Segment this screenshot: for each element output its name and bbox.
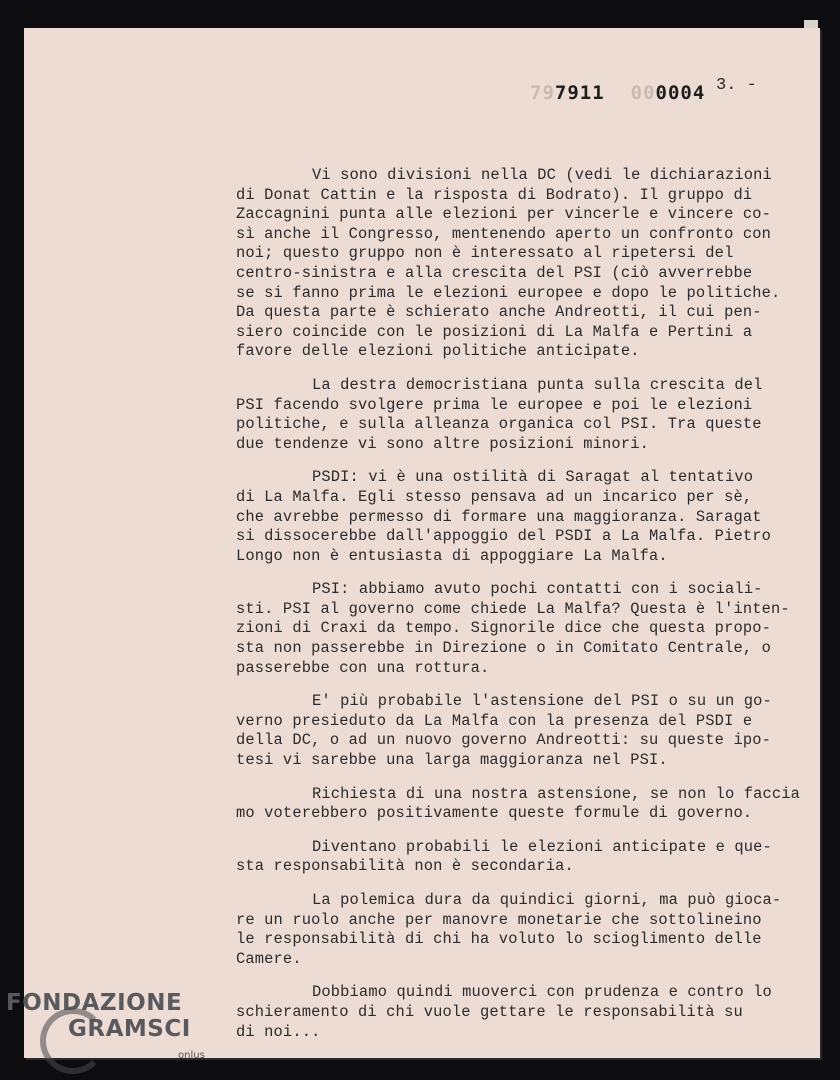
text-line: le responsabilità di chi ha voluto lo scioglimento delle — [236, 930, 762, 949]
text-line: Da questa parte è schierato anche Andreotti, il cui pen- — [236, 303, 762, 322]
text-line: E' più probabile l'astensione del PSI o su un go- — [312, 692, 772, 711]
text-line: sti. PSI al governo come chiede La Malfa? Questa è l'inten- — [236, 599, 790, 618]
archive-number — [530, 82, 705, 104]
text-line: Diventano probabili le elezioni anticipate e que- — [312, 837, 772, 856]
text-line: PSDI: vi è una ostilità di Saragat al tentativo — [312, 468, 754, 487]
paragraph — [236, 692, 796, 770]
text-line: centro-sinistra e alla crescita del PSI (ciò avverrebbe — [236, 263, 753, 282]
document-body — [236, 166, 801, 1056]
text-line: PSI: abbiamo avuto pochi contatti con i sociali- — [312, 580, 763, 599]
text-line: politiche, e sulla alleanza organica col PSI. Tra queste — [236, 415, 762, 434]
text-line: PSI facendo svolgere prima le europee e poi le elezioni — [236, 395, 753, 414]
logo-circle-icon — [40, 1008, 106, 1074]
text-line: zioni di Craxi da tempo. Signorile dice che questa propo- — [236, 619, 771, 638]
text-line: di La Malfa. Egli stesso pensava ad un incarico per sè, — [236, 487, 753, 506]
text-line: della DC, o ad un nuovo governo Andreotti: su queste ipo- — [236, 731, 771, 750]
paragraph — [236, 838, 796, 877]
text-line: Dobbiamo quindi muoverci con prudenza e contro lo — [312, 983, 772, 1002]
text-line: siero coincide con le posizioni di La Malfa e Pertini a — [236, 322, 753, 341]
text-line: Zaccagnini punta alle elezioni per vincerle e vincere co- — [236, 205, 771, 224]
logo-line2: GRAMSCI — [68, 1016, 191, 1042]
text-line: che avrebbe permesso di formare una maggioranza. Saragat — [236, 507, 762, 526]
text-line: si dissocerebbe dall'appoggio del PSDI a La Malfa. Pietro — [236, 527, 771, 546]
text-line: mo voterebbero positivamente queste formule di governo. — [236, 804, 753, 823]
text-line: tesi vi sarebbe una larga maggioranza nel PSI. — [236, 751, 668, 770]
paragraph — [236, 468, 796, 566]
fondazione-gramsci-logo — [6, 990, 205, 1061]
paragraph — [236, 166, 796, 362]
text-line: Camere. — [236, 949, 302, 968]
text-line: re un ruolo anche per manovre monetarie che sottolineino — [236, 910, 762, 929]
archive-number-main: 7911 — [554, 82, 605, 104]
text-line: sì anche il Congresso, mentenendo aperto un confronto con — [236, 224, 771, 243]
archive-number-ghost: 79 — [530, 82, 555, 104]
text-line: schieramento di chi vuole gettare le responsabilità su — [236, 1002, 743, 1021]
text-line: di Donat Cattin e la risposta di Bodrato). Il gruppo di — [236, 185, 753, 204]
archive-number-ghost2: 00 — [630, 82, 656, 104]
paragraph — [236, 784, 801, 824]
text-line: sta non passerebbe in Direzione o in Comitato Centrale, o — [236, 639, 771, 658]
text-line: La destra democristiana punta sulla crescita del — [312, 375, 763, 394]
archive-number-seq: 0004 — [655, 82, 706, 104]
text-line: passerebbe con una rottura. — [236, 658, 490, 677]
text-line: Longo non è entusiasta di appoggiare La Malfa. — [236, 546, 668, 565]
text-line: due tendenze vi sono altre posizioni minori. — [236, 434, 649, 453]
text-line: verno presieduto da La Malfa con la presenza del PSDI e — [236, 711, 753, 730]
paragraph — [236, 891, 796, 969]
text-line: se si fanno prima le elezioni europee e dopo le politiche. — [236, 283, 781, 302]
logo-line1: FONDAZIONE — [6, 990, 183, 1016]
text-line: noi; questo gruppo non è interessato al ripetersi del — [236, 244, 734, 263]
text-line: di noi... — [236, 1022, 321, 1041]
logo-suffix: onlus — [178, 1050, 205, 1061]
paragraph — [236, 580, 796, 678]
text-line: Vi sono divisioni nella DC (vedi le dichiarazioni — [312, 166, 772, 184]
text-line: Richiesta di una nostra astensione, se non lo faccia — [312, 784, 801, 803]
text-line: La polemica dura da quindici giorni, ma può gioca- — [312, 891, 782, 909]
text-line: favore delle elezioni politiche anticipate. — [236, 342, 640, 361]
paragraph — [236, 983, 796, 1042]
paragraph — [236, 376, 796, 454]
text-line: sta responsabilità non è secondaria. — [236, 857, 574, 876]
page-number: 3. - — [716, 76, 757, 95]
